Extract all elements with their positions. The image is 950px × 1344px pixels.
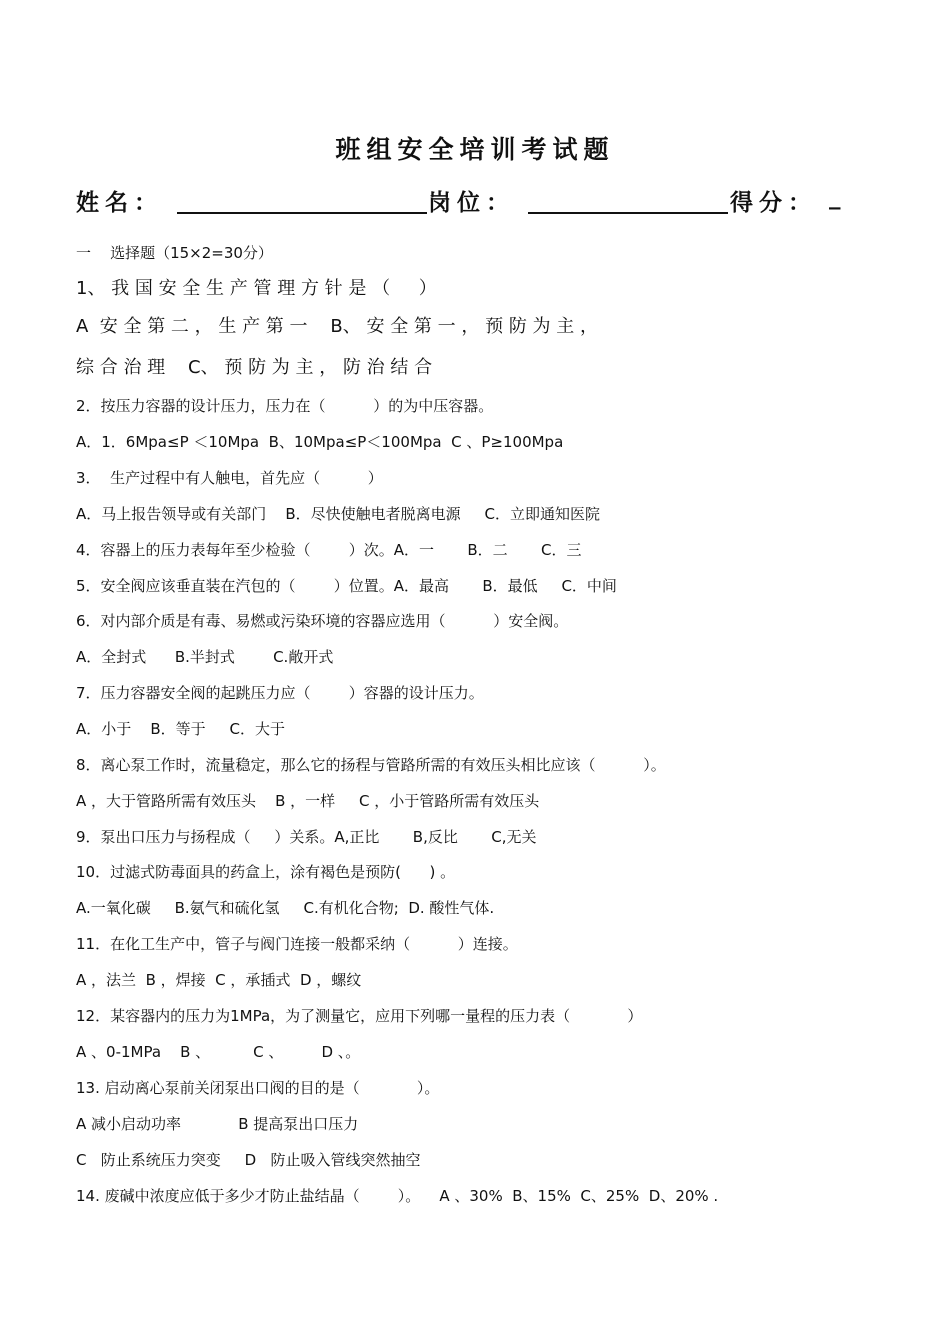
post-label: 岗位： — [428, 190, 515, 216]
option-line: A ，大于管路所需有效压头 B ，一样 C ，小于管路所需有效压头 — [76, 792, 540, 810]
name-blank[interactable] — [177, 188, 427, 214]
question-line: 7．压力容器安全阀的起跳压力应（ ）容器的设计压力。 — [76, 684, 484, 702]
question-line: 9．泵出口压力与扬程成（ ）关系。A,正比 B,反比 C,无关 — [76, 828, 537, 846]
question-line: 6．对内部介质是有毒、易燃或污染环境的容器应选用（ ）安全阀。 — [76, 612, 569, 630]
option-line: A 、0-1MPa B 、 C 、 D 、。 — [76, 1043, 361, 1061]
question-line: 4．容器上的压力表每年至少检验（ ）次。A．一 B．二 C．三 — [76, 541, 582, 559]
question-line: 5．安全阀应该垂直装在汽包的（ ）位置。A．最高 B．最低 C．中间 — [76, 577, 617, 595]
option-line: A.一氧化碳 B.氨气和硫化氢 C.有机化合物; D. 酸性气体. — [76, 899, 495, 917]
question-line: 14. 废碱中浓度应低于多少才防止盐结晶（ ）。 A 、30% B、15% C、25% D、20% . — [76, 1187, 719, 1205]
score-label: 得分： — [730, 190, 817, 216]
option-line: A．马上报告领导或有关部门 B．尽快使触电者脱离电源 C．立即通知医院 — [76, 505, 600, 523]
question-line: 10．过滤式防毒面具的药盒上，涂有褐色是预防( ) 。 — [76, 863, 456, 881]
question-line: 11．在化工生产中，管子与阀门连接一般都采纳（ ）连接。 — [76, 935, 518, 953]
score-blank: _ — [829, 184, 847, 210]
option-line: A．1．6Mpa≤P ＜10Mpa B、10Mpa≤P＜100Mpa C 、P≥100Mpa — [76, 433, 564, 451]
option-line: A 安 全 第 二 ， 生 产 第 一 B、 安 全 第 一 ， 预 防 为 主 ， — [76, 316, 598, 337]
name-label: 姓名： — [76, 190, 163, 216]
option-line: A．全封式 B.半封式 C.敞开式 — [76, 648, 334, 666]
question-line: 3． 生产过程中有人触电，首先应（ ） — [76, 469, 383, 487]
option-line: A ，法兰 B ，焊接 C ，承插式 D ，螺纹 — [76, 971, 362, 989]
page-title: 班组安全培训考试题 — [335, 135, 615, 164]
question-line: 13. 启动离心泵前关闭泵出口阀的目的是（ ）。 — [76, 1079, 440, 1097]
question-line: 2．按压力容器的设计压力，压力在（ ）的为中压容器。 — [76, 397, 494, 415]
option-line: A 减小启动功率 B 提高泵出口压力 — [76, 1115, 359, 1133]
section-heading: 一 选择题（15×2=30分） — [76, 244, 273, 262]
question-line: 8．离心泵工作时，流量稳定，那么它的扬程与管路所需的有效压头相比应该（ ）。 — [76, 756, 666, 774]
post-blank[interactable] — [528, 188, 728, 214]
option-line: 综 合 治 理 C、 预 防 为 主 ， 防 治 结 合 — [76, 357, 433, 378]
option-line: A．小于 B．等于 C．大于 — [76, 720, 285, 738]
question-line: 1、 我 国 安 全 生 产 管 理 方 针 是 （ ） — [76, 278, 437, 299]
option-line: C 防止系统压力突变 D 防止吸入管线突然抽空 — [76, 1151, 421, 1169]
question-line: 12．某容器内的压力为1MPa，为了测量它，应用下列哪一量程的压力表（ ） — [76, 1007, 643, 1025]
